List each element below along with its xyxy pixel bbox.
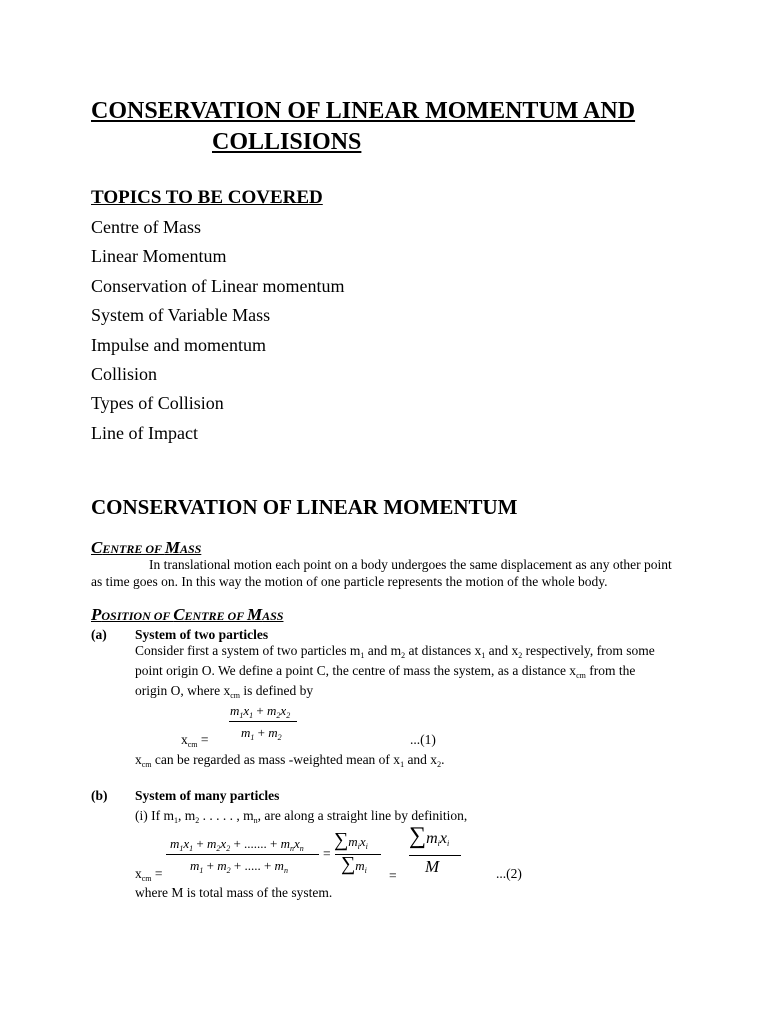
part-a-line3: origin O, where $x_{cm}$ is defined by xyxy=(135,683,314,700)
equation-1-denominator: $m_1 + m_2$ xyxy=(241,725,282,742)
topic-item: Centre of Mass xyxy=(91,217,201,237)
equation-2-number: ...(2) xyxy=(496,866,522,881)
document-title-line1: CONSERVATION OF LINEAR MOMENTUM AND xyxy=(91,98,636,124)
equation-2-mean-bar xyxy=(409,855,461,856)
part-b-line1: (i) If $m_1$, $m_2$ . . . . . , $m_n$, are along a straight line by definition, xyxy=(135,808,468,825)
topic-item: Linear Momentum xyxy=(91,246,227,267)
part-a-line1: Consider first a system of two particles $m_1$ and $m_2$ at distances $x_1$ and $x_2$ respectively, from some xyxy=(135,643,655,660)
centre-of-mass-para-line1: In translational motion each point on a body undergoes the same displacement as any other point xyxy=(149,557,672,572)
part-b-title: System of many particles xyxy=(135,788,280,803)
equation-1-numerator: $m_1x_1 + m_2x_2$ xyxy=(230,703,291,720)
equation-2-denominator: $m_1 + m_2$ + ..... + $m_n$ xyxy=(190,858,288,875)
equation-2-equals-a: = xyxy=(323,846,331,861)
equation-2-sum-numerator: $\sum m_ix_i$ xyxy=(334,829,368,851)
centre-of-mass-heading: CENTRE OF MASS xyxy=(91,538,202,557)
topic-item: Types of Collision xyxy=(91,393,224,414)
document-title-line2: COLLISIONS xyxy=(212,129,362,155)
centre-of-mass-para-line2: as time goes on. In this way the motion of one particle represents the motion of the whole body. xyxy=(91,574,608,589)
topics-heading: TOPICS TO BE COVERED xyxy=(91,187,323,208)
part-b-label: (b) xyxy=(91,788,108,803)
part-a-line2: point origin O. We define a point C, the centre of mass the system, as a distance $x_{cm}$ from the xyxy=(135,663,636,680)
topic-item: Impulse and momentum xyxy=(91,334,266,355)
equation-2-lhs: $x_{cm}$ = xyxy=(135,866,163,883)
topic-item: Conservation of Linear momentum xyxy=(91,275,345,296)
equation-1-fraction-bar xyxy=(229,721,297,722)
equation-1-number: ...(1) xyxy=(410,732,436,747)
equation-2-mean-numerator: $\sum m_ix_i$ xyxy=(409,823,450,849)
part-a-title: System of two particles xyxy=(135,627,269,642)
equation-1-lhs: $x_{cm}$ = xyxy=(181,732,209,749)
topic-item: Line of Impact xyxy=(91,422,198,443)
position-of-centre-of-mass-heading: POSITION OF CENTRE OF MASS xyxy=(91,605,284,624)
topic-item: Collision xyxy=(91,364,158,384)
equation-2-sum-denominator: $\sum m_i$ xyxy=(341,853,367,875)
part-b-footer: where M is total mass of the system. xyxy=(135,885,333,900)
part-a-after-equation: $x_{cm}$ can be regarded as mass -weighted mean of $x_1$ and $x_2$. xyxy=(135,752,445,769)
topic-item: System of Variable Mass xyxy=(91,305,271,326)
equation-2-mean-denominator: M xyxy=(425,857,440,876)
equation-2-numerator: $m_1x_1 + m_2x_2$ + ....... + $m_nx_n$ xyxy=(170,836,304,853)
equation-2-fraction-bar xyxy=(166,854,319,855)
part-a-label: (a) xyxy=(91,627,107,642)
section-heading: CONSERVATION OF LINEAR MOMENTUM xyxy=(91,495,518,519)
equation-2-equals-b: = xyxy=(389,868,397,883)
